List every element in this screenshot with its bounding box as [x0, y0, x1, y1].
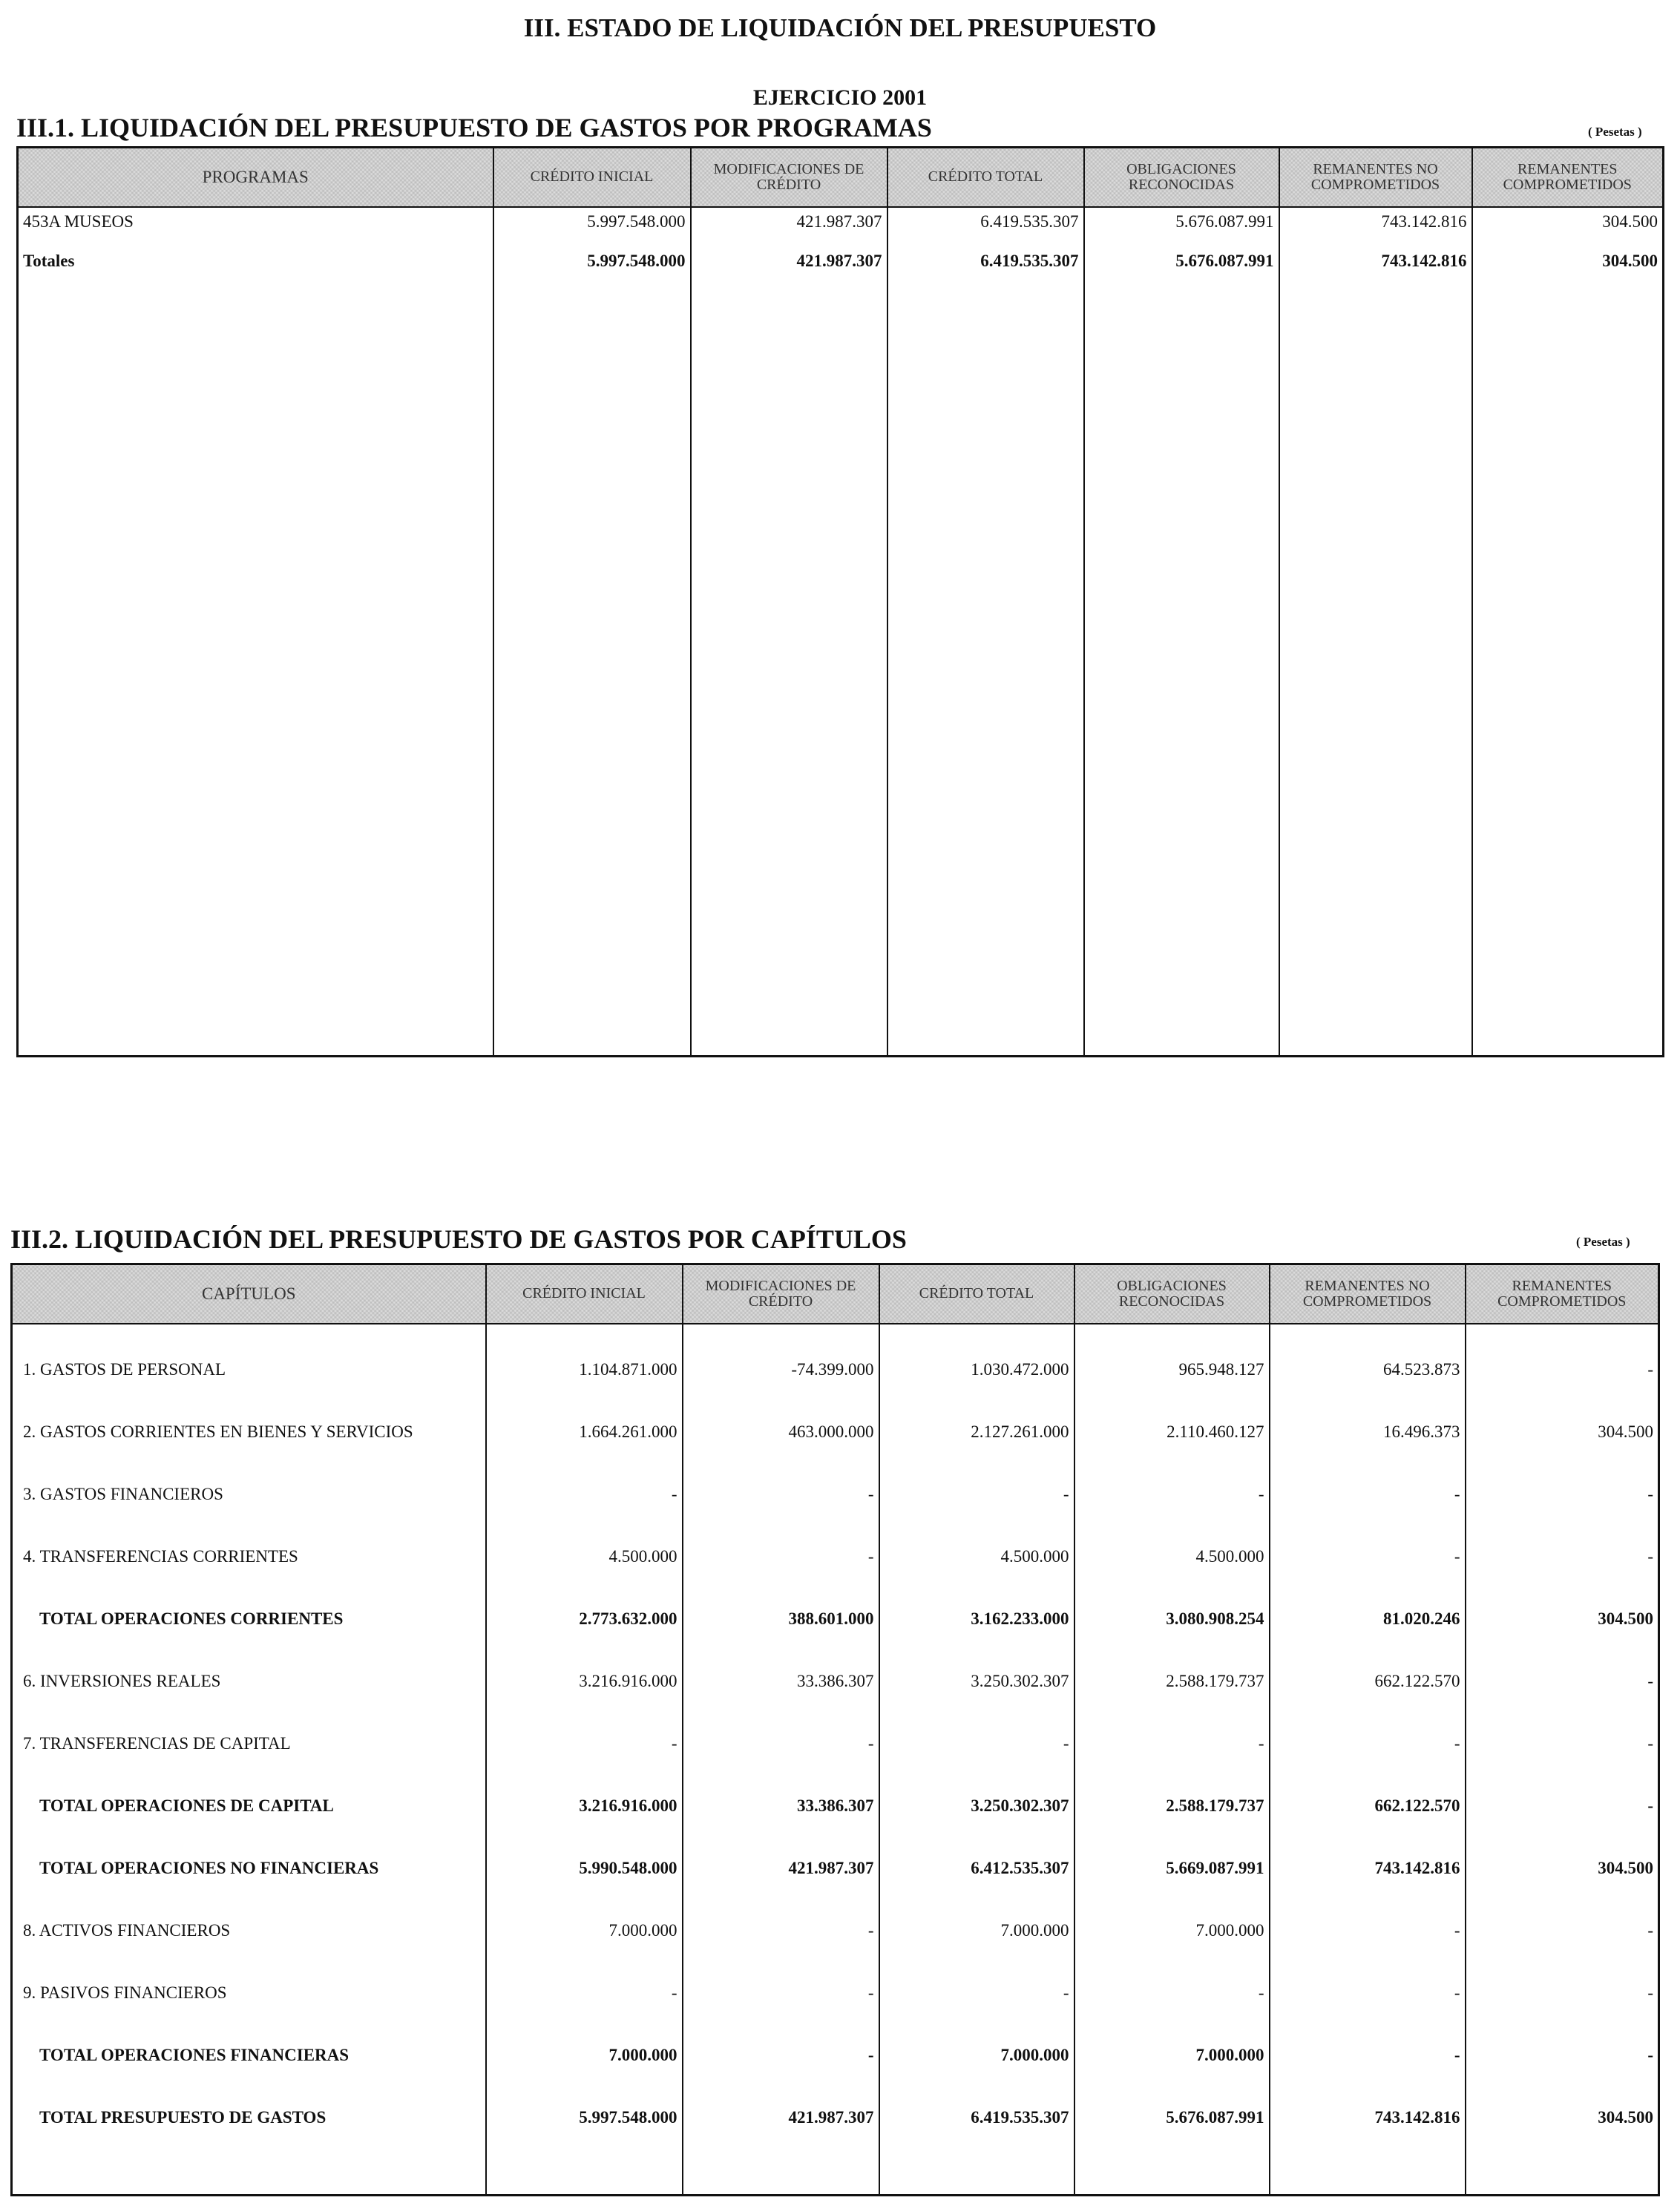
table-row [12, 1526, 1659, 1588]
empty-filler-row [18, 287, 1664, 1057]
cell-value: 304.500 [1466, 1588, 1659, 1650]
column-header: CAPÍTULOS [12, 1264, 486, 1324]
chapters-table [10, 1263, 1660, 2196]
column-header: MODIFICACIONES DE CRÉDITO [683, 1264, 879, 1324]
cell-value: 4.500.000 [1074, 1526, 1270, 1588]
cell-value: - [683, 1713, 879, 1775]
cell-value: - [1466, 1463, 1659, 1526]
cell-value: - [1466, 2024, 1659, 2087]
column-header: REMANENTES NO COMPROMETIDOS [1279, 148, 1472, 207]
cell-value: 5.997.548.000 [486, 2087, 683, 2149]
cell-value: 64.523.873 [1270, 1339, 1466, 1401]
row-label: TOTAL OPERACIONES DE CAPITAL [12, 1775, 486, 1837]
row-label: Totales [18, 247, 493, 287]
cell-value: - [1466, 1339, 1659, 1401]
cell-value: - [486, 1463, 683, 1526]
cell-value: 304.500 [1466, 1401, 1659, 1463]
totals-row [12, 1775, 1659, 1837]
column-header: REMANENTES NO COMPROMETIDOS [1270, 1264, 1466, 1324]
column-header: REMANENTES COMPROMETIDOS [1472, 148, 1664, 207]
cell-value: - [1074, 1463, 1270, 1526]
column-header: CRÉDITO INICIAL [486, 1264, 683, 1324]
row-label: 8. ACTIVOS FINANCIEROS [12, 1900, 486, 1962]
cell-value: - [1466, 1900, 1659, 1962]
cell-value: 81.020.246 [1270, 1588, 1466, 1650]
table-row [12, 1650, 1659, 1713]
column-header: OBLIGACIONES RECONOCIDAS [1084, 148, 1279, 207]
row-label: 3. GASTOS FINANCIEROS [12, 1463, 486, 1526]
row-label: TOTAL OPERACIONES NO FINANCIERAS [12, 1837, 486, 1900]
row-label: 4. TRANSFERENCIAS CORRIENTES [12, 1526, 486, 1588]
table-row [12, 1339, 1659, 1401]
row-label: TOTAL OPERACIONES CORRIENTES [12, 1588, 486, 1650]
cell-value: 6.419.535.307 [887, 247, 1084, 287]
spacer-row [12, 1324, 1659, 1339]
table-row [18, 207, 1664, 247]
column-header: CRÉDITO TOTAL [887, 148, 1084, 207]
cell-value: 6.412.535.307 [879, 1837, 1074, 1900]
column-header: PROGRAMAS [18, 148, 493, 207]
table-header-row [18, 148, 1664, 207]
table-row [12, 1463, 1659, 1526]
cell-value: - [879, 1463, 1074, 1526]
cell-value: 743.142.816 [1270, 2087, 1466, 2149]
cell-value: 7.000.000 [486, 2024, 683, 2087]
cell-value: - [879, 1962, 1074, 2024]
column-header: REMANENTES COMPROMETIDOS [1466, 1264, 1659, 1324]
table-row [12, 1900, 1659, 1962]
cell-value: 7.000.000 [879, 1900, 1074, 1962]
cell-value: 3.250.302.307 [879, 1650, 1074, 1713]
cell-value: - [1270, 1713, 1466, 1775]
cell-value: 5.997.548.000 [493, 247, 691, 287]
cell-value: 421.987.307 [691, 207, 887, 247]
table-row [12, 1962, 1659, 2024]
cell-value: 2.588.179.737 [1074, 1775, 1270, 1837]
row-label: 9. PASIVOS FINANCIEROS [12, 1962, 486, 2024]
cell-value: 5.676.087.991 [1084, 207, 1279, 247]
cell-value: 5.676.087.991 [1074, 2087, 1270, 2149]
cell-value: - [1466, 1526, 1659, 1588]
cell-value: 662.122.570 [1270, 1650, 1466, 1713]
cell-value: 3.162.233.000 [879, 1588, 1074, 1650]
cell-value: 6.419.535.307 [879, 2087, 1074, 2149]
cell-value: - [1074, 1713, 1270, 1775]
cell-value: 3.080.908.254 [1074, 1588, 1270, 1650]
section2-title: III.2. LIQUIDACIÓN DEL PRESUPUESTO DE GASTOS POR CAPÍTULOS [10, 1224, 907, 1254]
cell-value: - [1270, 1526, 1466, 1588]
cell-value: 7.000.000 [1074, 2024, 1270, 2087]
cell-value: -74.399.000 [683, 1339, 879, 1401]
cell-value: 5.997.548.000 [493, 207, 691, 247]
row-label: 2. GASTOS CORRIENTES EN BIENES Y SERVICIOS [12, 1401, 486, 1463]
cell-value: 16.496.373 [1270, 1401, 1466, 1463]
cell-value: 5.676.087.991 [1084, 247, 1279, 287]
cell-value: - [683, 1526, 879, 1588]
cell-value: - [1466, 1650, 1659, 1713]
cell-value: 743.142.816 [1279, 207, 1472, 247]
row-label: 453A MUSEOS [18, 207, 493, 247]
cell-value: 2.127.261.000 [879, 1401, 1074, 1463]
cell-value: 662.122.570 [1270, 1775, 1466, 1837]
row-label: TOTAL PRESUPUESTO DE GASTOS [12, 2087, 486, 2149]
cell-value: - [683, 1463, 879, 1526]
row-label: 7. TRANSFERENCIAS DE CAPITAL [12, 1713, 486, 1775]
cell-value: 3.216.916.000 [486, 1775, 683, 1837]
document-title: III. ESTADO DE LIQUIDACIÓN DEL PRESUPUESTO [523, 13, 1157, 42]
cell-value: 7.000.000 [879, 2024, 1074, 2087]
cell-value: - [1466, 1962, 1659, 2024]
cell-value: 5.990.548.000 [486, 1837, 683, 1900]
cell-value: - [683, 1900, 879, 1962]
section1-title: III.1. LIQUIDACIÓN DEL PRESUPUESTO DE GASTOS POR PROGRAMAS [16, 113, 932, 142]
cell-value: 4.500.000 [879, 1526, 1074, 1588]
cell-value: 421.987.307 [683, 2087, 879, 2149]
cell-value: - [879, 1713, 1074, 1775]
cell-value: 3.250.302.307 [879, 1775, 1074, 1837]
totals-row [12, 1837, 1659, 1900]
cell-value: 421.987.307 [691, 247, 887, 287]
cell-value: 33.386.307 [683, 1650, 879, 1713]
table-row [12, 1713, 1659, 1775]
column-header: OBLIGACIONES RECONOCIDAS [1074, 1264, 1270, 1324]
cell-value: - [1270, 2024, 1466, 2087]
cell-value: - [1270, 1463, 1466, 1526]
row-label: 1. GASTOS DE PERSONAL [12, 1339, 486, 1401]
cell-value: 7.000.000 [1074, 1900, 1270, 1962]
section2-units: ( Pesetas ) [1576, 1235, 1630, 1249]
table-header-row [12, 1264, 1659, 1324]
cell-value: - [1074, 1962, 1270, 2024]
cell-value: 304.500 [1466, 2087, 1659, 2149]
cell-value: - [486, 1713, 683, 1775]
cell-value: 7.000.000 [486, 1900, 683, 1962]
column-header: CRÉDITO TOTAL [879, 1264, 1074, 1324]
cell-value: 5.669.087.991 [1074, 1837, 1270, 1900]
cell-value: - [1270, 1900, 1466, 1962]
cell-value: - [683, 2024, 879, 2087]
cell-value: 3.216.916.000 [486, 1650, 683, 1713]
row-label: TOTAL OPERACIONES FINANCIERAS [12, 2024, 486, 2087]
cell-value: 1.664.261.000 [486, 1401, 683, 1463]
cell-value: 388.601.000 [683, 1588, 879, 1650]
section1-units: ( Pesetas ) [1588, 125, 1642, 139]
column-header: CRÉDITO INICIAL [493, 148, 691, 207]
cell-value: 743.142.816 [1270, 1837, 1466, 1900]
cell-value: 463.000.000 [683, 1401, 879, 1463]
cell-value: 743.142.816 [1279, 247, 1472, 287]
cell-value: 2.110.460.127 [1074, 1401, 1270, 1463]
programs-table [16, 146, 1664, 1057]
cell-value: 965.948.127 [1074, 1339, 1270, 1401]
cell-value: 304.500 [1472, 207, 1664, 247]
cell-value: 1.030.472.000 [879, 1339, 1074, 1401]
cell-value: 33.386.307 [683, 1775, 879, 1837]
row-label: 6. INVERSIONES REALES [12, 1650, 486, 1713]
cell-value: - [1466, 1775, 1659, 1837]
cell-value: 2.773.632.000 [486, 1588, 683, 1650]
cell-value: 304.500 [1472, 247, 1664, 287]
spacer-row [12, 2149, 1659, 2195]
totals-row [12, 2024, 1659, 2087]
cell-value: 2.588.179.737 [1074, 1650, 1270, 1713]
totals-row [12, 1588, 1659, 1650]
cell-value: 6.419.535.307 [887, 207, 1084, 247]
table-row [12, 1401, 1659, 1463]
fiscal-year-heading: EJERCICIO 2001 [752, 85, 928, 110]
cell-value: 1.104.871.000 [486, 1339, 683, 1401]
cell-value: 4.500.000 [486, 1526, 683, 1588]
totals-row [12, 2087, 1659, 2149]
cell-value: - [1270, 1962, 1466, 2024]
column-header: MODIFICACIONES DE CRÉDITO [691, 148, 887, 207]
cell-value: 421.987.307 [683, 1837, 879, 1900]
cell-value: - [683, 1962, 879, 2024]
cell-value: - [1466, 1713, 1659, 1775]
cell-value: 304.500 [1466, 1837, 1659, 1900]
cell-value: - [486, 1962, 683, 2024]
totals-row [18, 247, 1664, 287]
